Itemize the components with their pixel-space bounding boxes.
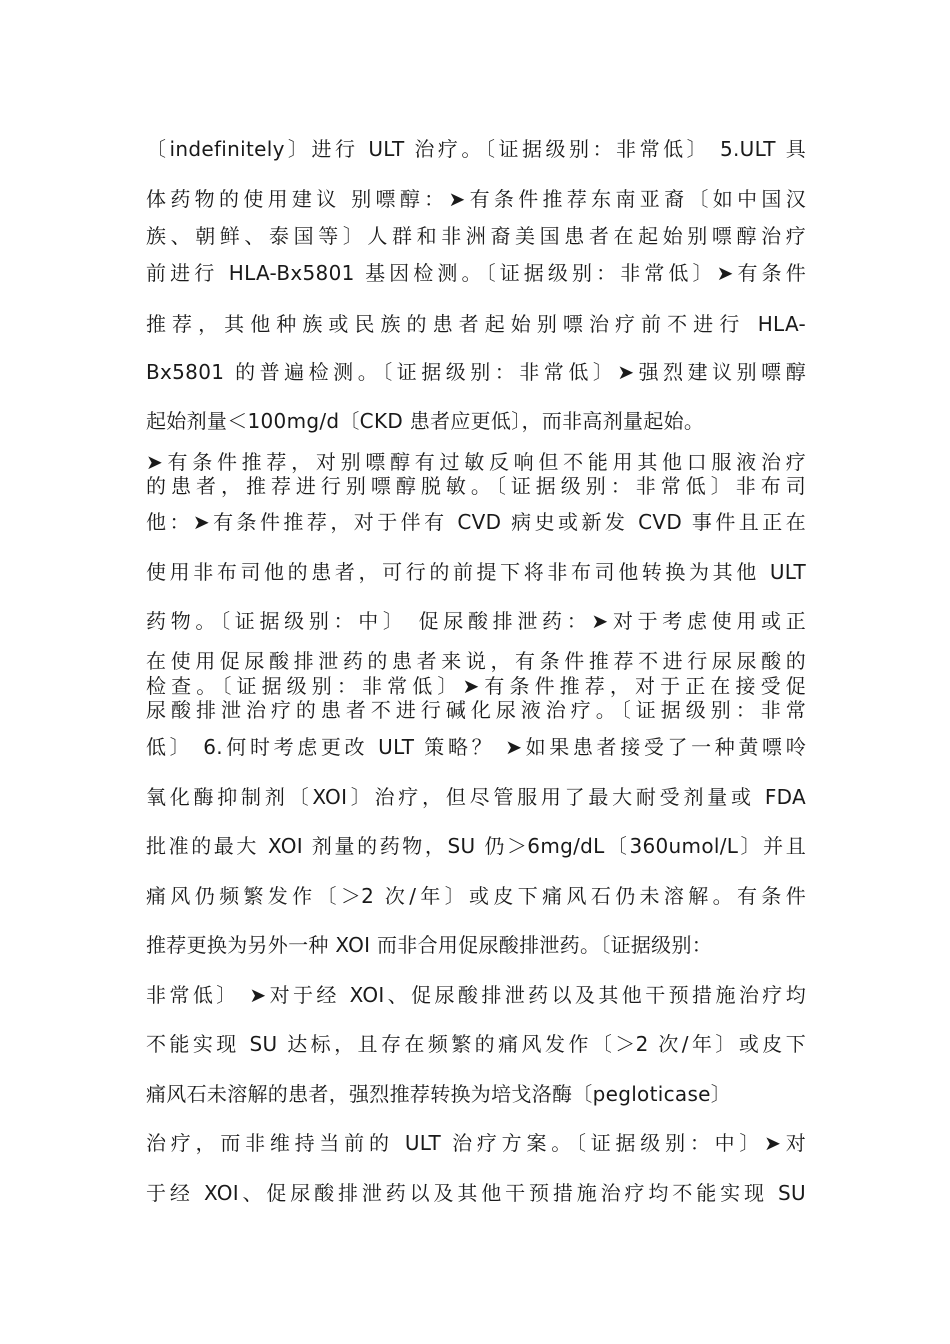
- text-line: 推荐，其他种族或民族的患者起始别嘌治疗前不进行 HLA-: [146, 312, 806, 336]
- text-line: 不能实现 SU 达标，且存在频繁的痛风发作〔＞2 次/年〕或皮下: [146, 1032, 806, 1056]
- text-line: ➤有条件推荐，对别嘌醇有过敏反响但不能用其他口服液治疗: [146, 450, 806, 474]
- text-line: 痛风石未溶解的患者，强烈推荐转换为培戈洛酶〔pegloticase〕: [146, 1082, 732, 1106]
- text-line: 的患者，推荐进行别嘌醇脱敏。〔证据级别：非常低〕非布司: [146, 474, 806, 498]
- text-line: Bx5801 的普遍检测。〔证据级别：非常低〕➤强烈建议别嘌醇: [146, 360, 806, 384]
- text-line: 药物。〔证据级别：中〕 促尿酸排泄药：➤对于考虑使用或正: [146, 609, 806, 633]
- text-line: 于经 XOI、促尿酸排泄药以及其他干预措施治疗均不能实现 SU: [146, 1181, 806, 1205]
- text-line: 前进行 HLA-Bx5801 基因检测。〔证据级别：非常低〕➤有条件: [146, 261, 806, 285]
- text-line: 他：➤有条件推荐，对于伴有 CVD 病史或新发 CVD 事件且正在: [146, 510, 806, 534]
- text-line: 体药物的使用建议 别嘌醇：➤有条件推荐东南亚裔〔如中国汉: [146, 187, 806, 211]
- text-line: 推荐更换为另外一种 XOI 而非合用促尿酸排泄药。〔证据级别：: [146, 933, 713, 957]
- text-line: 使用非布司他的患者，可行的前提下将非布司他转换为其他 ULT: [146, 560, 806, 584]
- text-line: 检查。〔证据级别：非常低〕➤有条件推荐，对于正在接受促: [146, 674, 806, 698]
- text-line: 低〕 6.何时考虑更改 ULT 策略？ ➤如果患者接受了一种黄嘌呤: [146, 735, 806, 759]
- text-line: 起始剂量＜100mg/d〔CKD 患者应更低〕，而非高剂量起始。: [146, 409, 705, 433]
- text-line: 痛风仍频繁发作〔＞2 次/年〕或皮下痛风石仍未溶解。有条件: [146, 884, 806, 908]
- text-line: 族、朝鲜、泰国等〕人群和非洲裔美国患者在起始别嘌醇治疗: [146, 224, 806, 248]
- text-line: 非常低〕 ➤对于经 XOI、促尿酸排泄药以及其他干预措施治疗均: [146, 983, 806, 1007]
- text-line: 在使用促尿酸排泄药的患者来说，有条件推荐不进行尿尿酸的: [146, 649, 806, 673]
- text-line: 尿酸排泄治疗的患者不进行碱化尿液治疗。〔证据级别：非常: [146, 698, 806, 722]
- text-line: 批准的最大 XOI 剂量的药物，SU 仍＞6mg/dL〔360umol/L〕并且: [146, 834, 806, 858]
- text-line: 〔indefinitely〕进行 ULT 治疗。〔证据级别：非常低〕 5.ULT 具: [146, 137, 806, 161]
- text-line: 氧化酶抑制剂〔XOI〕治疗，但尽管服用了最大耐受剂量或 FDA: [146, 785, 806, 809]
- text-line: 治疗，而非维持当前的 ULT 治疗方案。〔证据级别：中〕➤对: [146, 1131, 806, 1155]
